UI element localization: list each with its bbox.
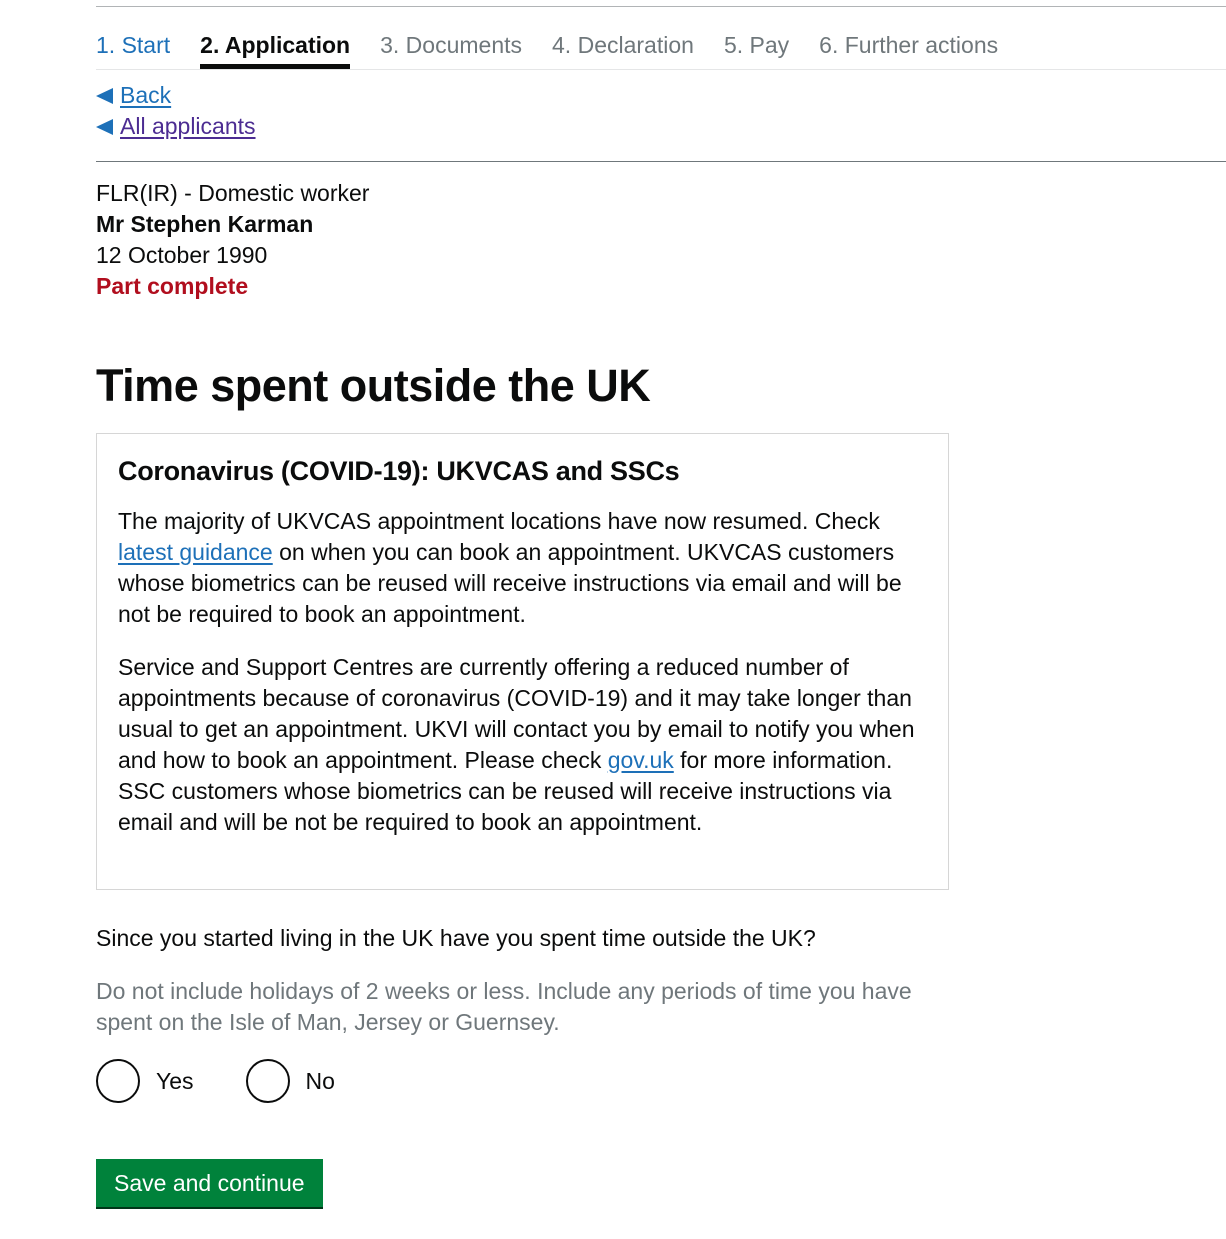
all-applicants-link-row: [96, 111, 256, 142]
back-link[interactable]: Back: [120, 82, 172, 108]
step-application[interactable]: 2. Application: [200, 30, 350, 69]
applicant-date-of-birth: 12 October 1990: [96, 242, 268, 268]
notice-p2-text-start: Service and Support Centres are currently offering a reduced number of appointments because of coronavirus (COVID-19) and it may take longer than usual to get an appointment. UKVI will contact you by email to notify you when and how to book an appointment. Please check: [118, 654, 915, 773]
question-label: Since you started living in the UK have you spent time outside the UK?: [96, 925, 816, 951]
steps-divider: [96, 69, 1226, 70]
notice-paragraph-1: [118, 506, 927, 630]
notice-paragraph-2: [118, 652, 927, 838]
radio-no[interactable]: [246, 1059, 335, 1103]
notice-p2-text-end: for more information. SSC customers whose biometrics can be reused will receive instructions via email and will be not be required to book an appointment.: [118, 747, 893, 835]
notice-p1-text-end: on when you can book an appointment. UKVCAS customers whose biometrics can be reused will receive instructions via email and will be not be required to book an appointment.: [118, 539, 902, 627]
notice-heading: Coronavirus (COVID-19): UKVCAS and SSCs: [118, 456, 680, 486]
notice-p1-text-start: The majority of UKVCAS appointment locations have now resumed. Check: [118, 508, 880, 534]
radio-yes-label[interactable]: Yes: [156, 1067, 194, 1094]
back-arrow-icon: [96, 119, 113, 135]
back-links: [96, 80, 256, 142]
gov-uk-link[interactable]: gov.uk: [607, 747, 674, 773]
page-title: Time spent outside the UK: [96, 360, 651, 411]
applicant-summary: [96, 178, 369, 302]
summary-divider: [96, 161, 1226, 162]
back-link-row: [96, 80, 256, 111]
yes-no-radio-group: [96, 1059, 387, 1103]
step-further-actions: 6. Further actions: [819, 32, 999, 58]
all-applicants-link[interactable]: All applicants: [120, 113, 256, 139]
latest-guidance-link[interactable]: latest guidance: [118, 539, 273, 565]
radio-yes-circle[interactable]: [96, 1059, 140, 1103]
question-hint: Do not include holidays of 2 weeks or less. Include any periods of time you have spent on the Isle of Man, Jersey or Guernsey.: [96, 978, 912, 1035]
step-start[interactable]: 1. Start: [96, 32, 171, 58]
radio-yes[interactable]: [96, 1059, 194, 1103]
status-badge: Part complete: [96, 273, 249, 299]
radio-no-label[interactable]: No: [305, 1067, 335, 1094]
step-pay: 5. Pay: [723, 32, 790, 58]
step-documents: 3. Documents: [380, 32, 523, 58]
back-arrow-icon: [96, 88, 113, 104]
application-type: FLR(IR) - Domestic worker: [96, 180, 370, 206]
covid-notice-panel: [96, 433, 949, 890]
step-declaration: 4. Declaration: [552, 32, 694, 58]
step-navigation: [96, 30, 1028, 69]
applicant-name: Mr Stephen Karman: [96, 211, 314, 237]
save-and-continue-button[interactable]: Save and continue: [96, 1159, 323, 1207]
radio-no-circle[interactable]: [246, 1059, 290, 1103]
top-divider: [96, 6, 1226, 7]
